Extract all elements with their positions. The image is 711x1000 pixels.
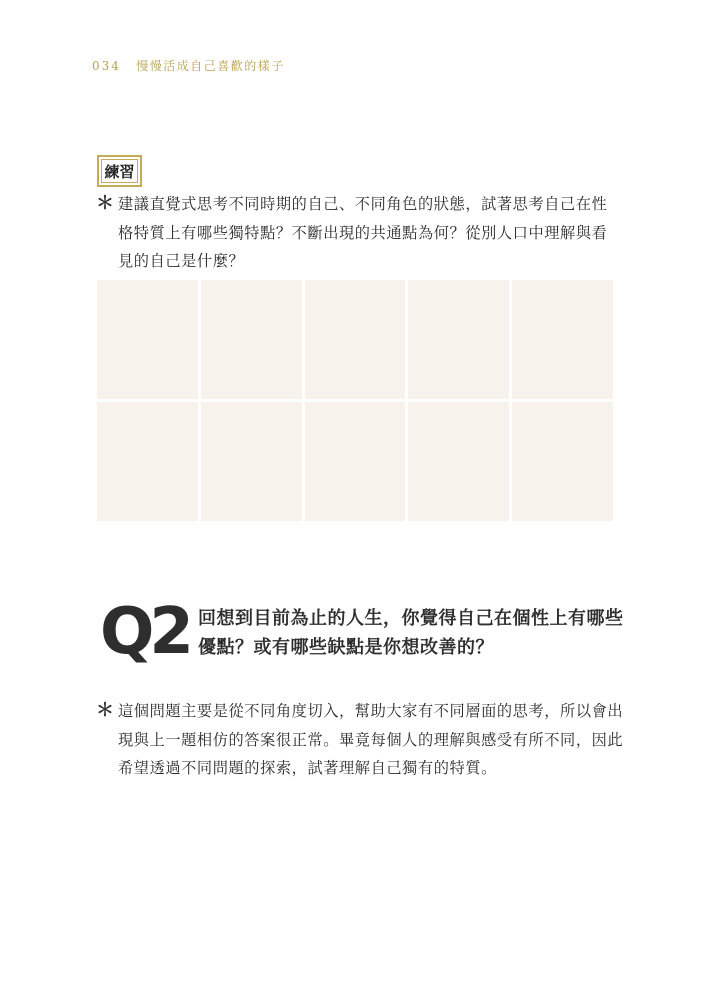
writing-grid-cell[interactable]	[201, 402, 302, 521]
asterisk-icon: ＊	[96, 700, 115, 721]
writing-grid-cell[interactable]	[201, 280, 302, 399]
writing-grid-cell[interactable]	[408, 280, 509, 399]
practice-badge	[97, 155, 142, 187]
writing-grid-cell[interactable]	[408, 402, 509, 521]
writing-grid-cell[interactable]	[305, 402, 406, 521]
question-number: Q2	[100, 595, 189, 669]
writing-grid-cell[interactable]	[512, 402, 613, 521]
running-header	[92, 57, 285, 74]
writing-grid	[97, 280, 613, 521]
writing-grid-cell[interactable]	[97, 280, 198, 399]
question-title: 回想到目前為止的人生，你覺得自己在個性上有哪些優點？或有哪些缺點是你想改善的？	[198, 608, 624, 658]
practice-instruction	[96, 190, 621, 276]
writing-grid-cell[interactable]	[97, 402, 198, 521]
page-number: 034	[92, 59, 121, 73]
practice-instruction-text: 建議直覺式思考不同時期的自己、不同角色的狀態，試著思考自己在性格特質上有哪些獨特點？不斷出現的共通點為何？從別人口中理解與看見的自己是什麼？	[118, 195, 608, 270]
book-title: 慢慢活成自己喜歡的樣子	[136, 59, 285, 73]
writing-grid-cell[interactable]	[305, 280, 406, 399]
question-note-text: 這個問題主要是從不同角度切入，幫助大家有不同層面的思考，所以會出現與上一題相仿的答案很正常。畢竟每個人的理解與感受有所不同，因此希望透過不同問題的探索，試著理解自己獨有的特質。	[118, 702, 624, 777]
writing-grid-cell[interactable]	[512, 280, 613, 399]
asterisk-icon: ＊	[96, 193, 115, 214]
practice-badge-label: 練習	[101, 159, 138, 183]
question-note	[96, 697, 631, 783]
